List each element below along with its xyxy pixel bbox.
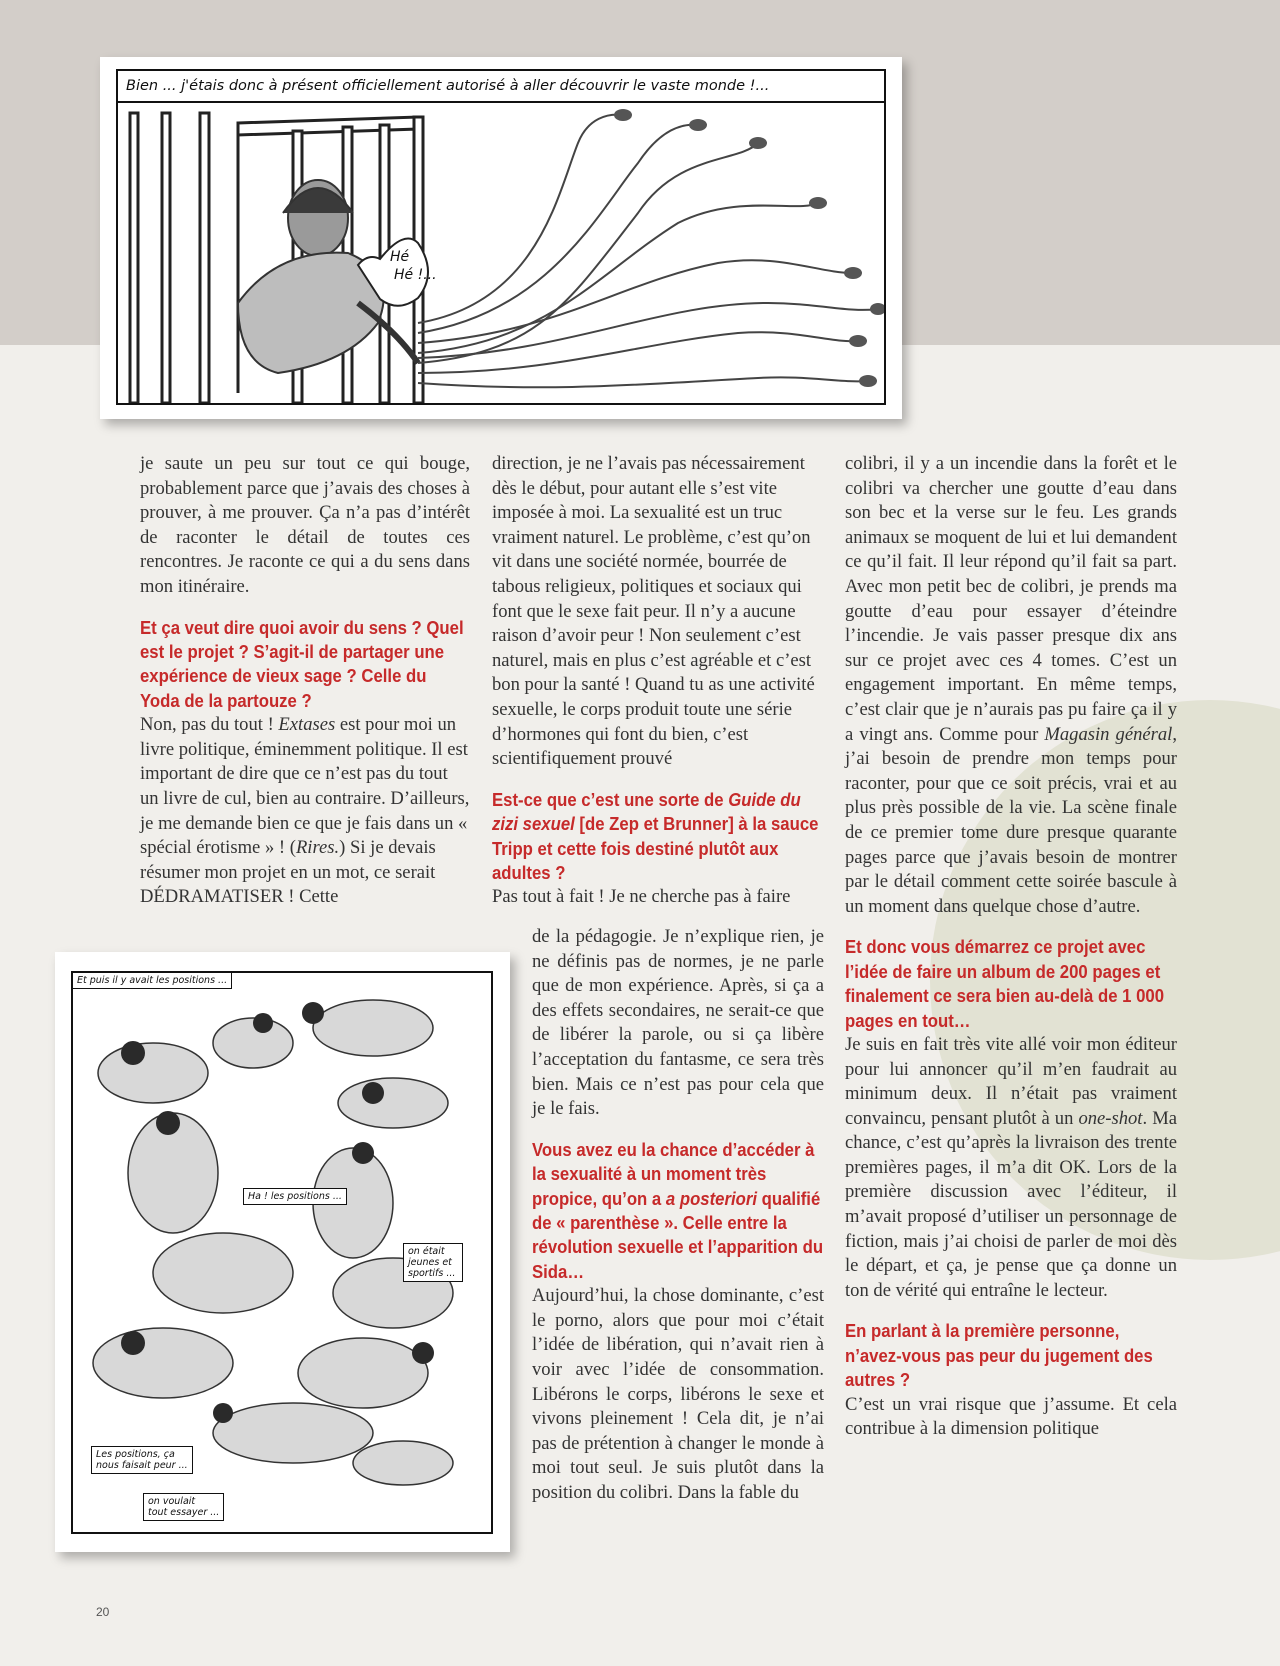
question-heading [532,1138,824,1284]
answer-first-line: Pas tout à fait ! Je ne cherche pas à faire [492,886,791,908]
comic-frame-positions [71,971,493,1534]
paragraph-text: colibri, il y a un incendie dans la forêt et le colibri va chercher une goutte d’eau dans son bec et la verse sur le feu. Les grands animaux se moquent de lui et lui demandent ce qu’il fait. Il leur répond qu’il fait sa part. Avec mon petit bec de colibri, je prends ma goutte d’eau pour essayer d’éteindre l’incendie. Je vais passer presque dix ans sur ce projet avec ces 4 tomes. C’est un engagement important. En même temps, c’est clair que je n’aurais pas pu faire ça il y a vingt ans. Comme pour [845,453,1177,745]
answer-paragraph: de la pédagogie. Je n’explique rien, je ne définis pas de normes, je ne parle que de mon expérience. Après, si ça a des effets secondaires, ne serait-ce que de libérer la parole, ou si ça libère l’acceptation du fantasme, ce sera très bien. Mais ce n’est pas pour cela que je le fais. [532,926,824,1120]
cage-scene-drawing [118,103,886,403]
balloon-line: on était [408,1246,445,1257]
panel-caption-2 [91,1446,193,1474]
answer-text: . Ma chance, c’est qu’après la livraison des trente premières pages, il m’a dit OK. Lors de la première discussion avec l’éditeur, il m’avait proposé d’utiliser un personnage de fiction, mais j’ai choisi de parler de moi dès le départ, et ça, je pense que ça donne un ton de vérité qui entraîne le lecteur. [845,1107,1177,1301]
book-title: Magasin général [1044,723,1173,745]
balloon-line: jeunes et [408,1257,452,1268]
balloon-text-2: Hé !... [394,267,437,283]
caption-line: tout essayer ... [148,1507,220,1518]
answer-text: Non, pas du tout ! [140,714,279,736]
answer-paragraph: C’est un vrai risque que j’assume. Et cela contribue à la dimension politique [845,1393,1177,1440]
comic-illustration [118,103,884,403]
book-title: Extases [278,714,336,736]
answer-text: ) Si je devais résumer mon projet en un mot, ce serait DÉDRAMATISER ! Cette [140,837,436,908]
text-column-1 [140,452,470,910]
tentacle-strokes [418,115,878,388]
term-text: one-shot [1078,1107,1143,1129]
text-column-2 [492,452,824,910]
paragraph-text: , j’ai besoin de prendre mon temps pour raconter, pour que ce soit précis, vrai et au plus près possible de la vie. La scène finale de ce premier tome dure presque quarante pages parce que j’avais besoin de montrer par le détail comment cette soirée bascule à un moment dans quelque chose d’autre. [845,723,1177,917]
paragraph: je saute un peu sur tout ce qui bouge, probablement parce que j’avais des choses à prouver, à me prouver. Ça n’a pas d’intérêt de raconter le détail de toutes ces rencontres. Je raconte ce qui a du sens dans mon itinéraire. [140,453,470,597]
question-heading: En parlant à la première personne, n’avez-vous pas peur du jugement des autres ? [845,1320,1153,1391]
comic-frame [116,69,886,405]
question-text: qualifié de « parenthèse ». Celle entre la révolution sexuelle et l’apparition du Sida… [532,1187,824,1282]
panel-caption-1: Et puis il y avait les positions ... [73,973,232,989]
text-column-2-indented [532,925,824,1506]
top-comic-panel [100,57,902,419]
answer-paragraph [140,713,470,910]
paragraph: direction, je ne l’avais pas nécessairement dès le début, pour autant elle s’est vite imposée à moi. La sexualité est un truc vraiment naturel. Le problème, c’est qu’on vit dans une société normée, bourrée de tabous religieux, politiques et sociaux qui font que le sexe fait peur. Il n’y a aucune raison d’avoir peur ! Non seulement c’est naturel, mais en plus c’est agréable et c’est bon pour la santé ! Quand tu as une activité sexuelle, le corps produit toute une série d’hormones qui font du bien, c’est scientifiquement prouvé [492,453,815,770]
comic-caption: Bien ... j'étais donc à présent officiellement autorisé à aller découvrir le vaste monde !... [118,71,884,103]
text-column-3 [845,452,1177,1442]
panel-balloon-sportifs [403,1243,463,1282]
question-text: Vous avez eu la chance d’accéder à la sexualité à un moment très propice, qu’on a [532,1138,815,1209]
panel-caption-3 [143,1493,224,1521]
balloon-line: sportifs ... [408,1268,456,1279]
answer-text: est pour moi un livre politique, éminemment politique. Il est important de dire que ce n’est pas du tout un livre de cul, bien au contraire. D’ailleurs, je me demande bien ce que je fais dans un « spécial érotisme » ! ( [140,714,470,859]
answer-paragraph [845,1033,1177,1304]
question-heading: Et donc vous démarrez ce projet avec l’idée de faire un album de 200 pages et finalement ce sera bien au-delà de 1 000 pages en tout… [845,936,1165,1031]
question-text: [de Zep et Brunner] à la sauce Tripp et cette fois destiné plutôt aux adultes ? [492,813,819,883]
page-number: 20 [96,1605,110,1619]
question-text: Est-ce que c’est une sorte de [492,788,729,810]
answer-text: Je suis en fait très vite allé voir mon éditeur pour lui annoncer qu’il m’en faudrait au minimum deux. Il n’était pas vraiment convaincu, pensant plutôt à un [845,1033,1177,1129]
question-heading: Et ça veut dire quoi avoir du sens ? Quel est le projet ? S’agit-il de partager une expérience de vieux sage ? Celle du Yoda de la partouze ? [140,616,464,711]
book-title: Guide du zizi sexuel [492,788,801,835]
answer-paragraph: Aujourd’hui, la chose dominante, c’est le porno, alors que pour moi c’était l’idée de libération, qui n’avait rien à voir avec l’idée de consommation. Libérons le corps, libérons le sexe et vivons pleinement ! Cela dit, je n’ai pas de prétention à changer le monde à moi tout seul. Je suis plutôt dans la position du colibri. Dans la fable du [532,1285,824,1503]
balloon-text-1: Hé [390,249,410,265]
paragraph [845,452,1177,919]
caption-line: on voulait [148,1496,196,1507]
caption-line: Les positions, ça [96,1449,175,1460]
latin-term: a posteriori [665,1187,758,1209]
panel-balloon-positions: Ha ! les positions ... [243,1188,347,1205]
question-heading [492,788,824,886]
caption-line: nous faisait peur ... [96,1460,188,1471]
aside-text: Rires. [295,837,340,859]
left-comic-panel [55,952,510,1552]
